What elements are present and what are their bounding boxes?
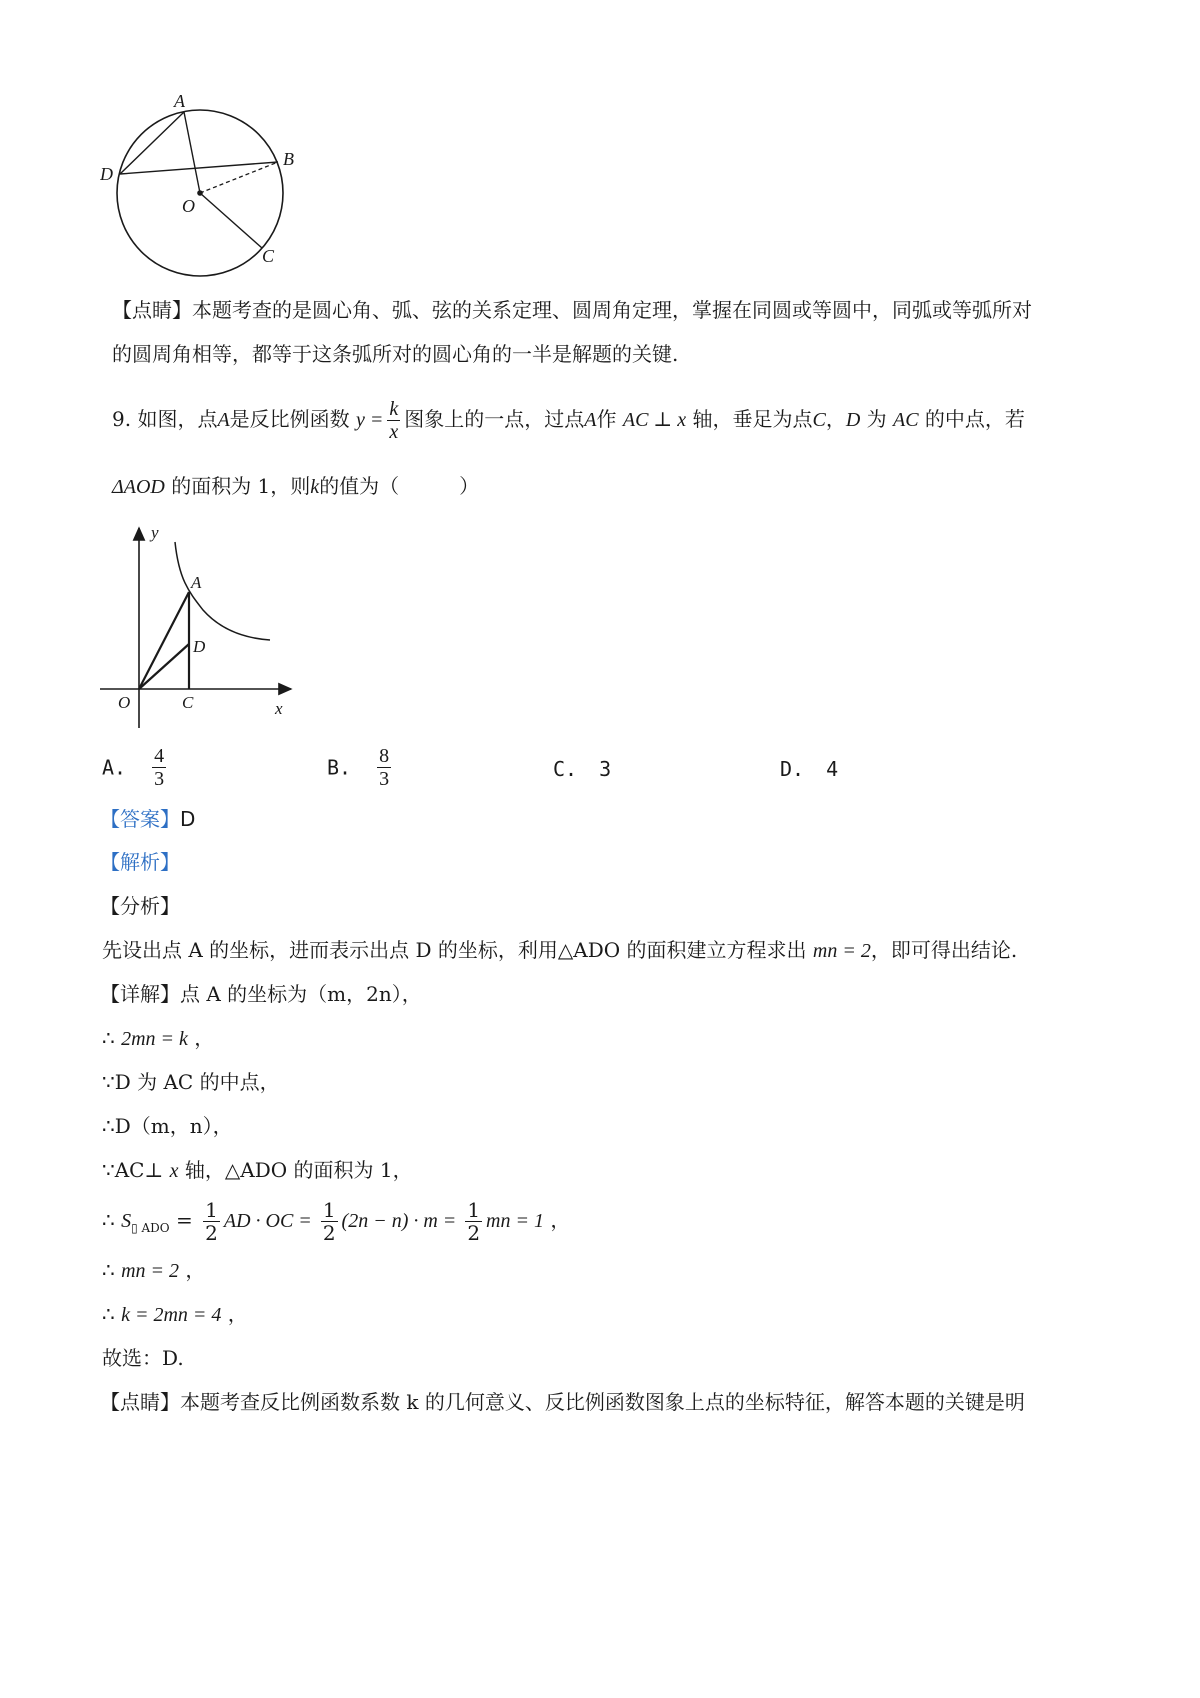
detail-post: ， [179, 1258, 206, 1282]
q9-point-d: D [845, 409, 861, 431]
fenxi-mn: mn = 2 [812, 940, 871, 962]
segment-OD [139, 644, 189, 689]
label-D: D [193, 637, 206, 656]
fenxi-tag-line [100, 893, 180, 919]
label-A: A [174, 91, 185, 111]
detail-l3: ∵D 为 AC 的中点， [102, 1070, 280, 1094]
hyperbola-figure [95, 520, 305, 730]
fenxi-text-line [102, 937, 1017, 964]
center-dot [197, 190, 203, 196]
detail-math: k = 2mn = 4 [121, 1304, 222, 1326]
detail-l5-a: ∵AC⊥ [102, 1158, 170, 1182]
label-C: C [182, 693, 194, 712]
label-O: O [118, 693, 131, 712]
therefore: ∴ [102, 1302, 122, 1326]
circle-figure [100, 90, 320, 290]
q9-triangle: ΔAOD [112, 476, 165, 498]
radius-OA [184, 112, 200, 193]
detail-tag: 【详解】 [100, 982, 180, 1006]
question-9-line-2 [112, 473, 479, 500]
option-c-value: 3 [599, 757, 612, 781]
radius-OC [200, 193, 262, 248]
detail-math: AD · OC = [223, 1210, 317, 1232]
frac-den: 2 [467, 1221, 481, 1245]
q9-frac-num: k [389, 398, 399, 420]
remark-2-tag: 【点睛】 [100, 1390, 180, 1414]
remark-2-text: 本题考查反比例函数系数 k 的几何意义、反比例函数图象上点的坐标特征，解答本题的关键是明 [180, 1390, 1025, 1414]
fenxi-tag: 【分析】 [100, 894, 180, 918]
label-x: x [275, 699, 283, 718]
option-b-den: 3 [379, 768, 390, 790]
label-A: A [191, 573, 202, 592]
answer-value: D [180, 807, 196, 831]
q9-point-c: C [812, 409, 826, 431]
chord-DA [120, 112, 184, 174]
area-symbol: S [121, 1210, 132, 1232]
label-D: D [100, 164, 113, 184]
remark-2-line [100, 1389, 1025, 1415]
detail-l1: 点 A 的坐标为（m，2n）， [180, 982, 422, 1006]
label-O: O [182, 196, 195, 216]
option-d-value: 4 [826, 757, 839, 781]
detail-math: mn = 2 [121, 1260, 180, 1282]
detail-line-9 [102, 1345, 184, 1371]
q9-text: 的面积为 1，则 [171, 474, 311, 498]
q9-text: 作 [596, 407, 617, 431]
detail-math: mn = 1 [486, 1210, 544, 1232]
detail-line-3 [102, 1069, 280, 1095]
remark-1-line-2 [112, 341, 678, 367]
q9-text: 轴，垂足为点 [692, 407, 813, 431]
detail-l5-x: x [169, 1160, 179, 1182]
detail-post: ， [544, 1208, 571, 1232]
eq: = [169, 1208, 200, 1232]
area-subscript: ▯ ADO [131, 1221, 170, 1235]
q9-ac: AC [893, 409, 919, 431]
option-d [780, 757, 838, 781]
frac-den: 2 [205, 1221, 218, 1245]
label-C: C [262, 246, 275, 266]
q9-fraction [387, 398, 400, 443]
remark-1-line-1 [112, 297, 1032, 323]
detail-math: 2mn = k [121, 1028, 188, 1050]
question-9-line-1 [112, 395, 1025, 444]
fenxi-text-1: 先设出点 A 的坐标，进而表示出点 D 的坐标，利用△ADO 的面积建立方程求出 [102, 938, 807, 962]
question-number: 9. [112, 407, 132, 431]
detail-post: ， [187, 1026, 215, 1050]
option-b-fraction [377, 745, 391, 790]
detail-l5-b: 轴，△ADO 的面积为 1， [178, 1158, 413, 1182]
answer-tag: 【答案】 [100, 807, 180, 831]
option-a [102, 745, 170, 790]
detail-math: (2n − n) · m = [341, 1210, 462, 1232]
q9-perp: AC ⊥ x [622, 409, 687, 431]
remark-1-text-2: 的圆周角相等，都等于这条弧所对的圆心角的一半是解题的关键. [112, 342, 679, 366]
fenxi-text-2: ，即可得出结论. [870, 938, 1018, 962]
q9-k: k [310, 476, 320, 498]
option-c [553, 757, 611, 781]
q9-comma: ， [825, 407, 846, 431]
frac-num: 1 [205, 1198, 218, 1222]
q9-point-a: A [584, 409, 597, 431]
q9-text: 图象上的一点，过点 [404, 407, 585, 431]
option-c-label: C. [553, 757, 578, 781]
option-a-den: 3 [154, 768, 165, 790]
half-fraction-2 [321, 1199, 338, 1244]
detail-l9: 故选：D. [102, 1346, 184, 1370]
detail-line-2 [102, 1025, 214, 1052]
segment-OA [139, 592, 189, 689]
frac-num: 1 [322, 1198, 336, 1222]
detail-l4: ∴D（m，n）， [102, 1114, 233, 1138]
option-b [327, 745, 395, 790]
q9-y-eq: y = [356, 409, 384, 431]
chord-DB [120, 162, 278, 174]
analysis-tag: 【解析】 [100, 850, 180, 874]
option-a-label: A. [102, 755, 127, 780]
detail-line-8 [102, 1301, 248, 1328]
frac-den: 2 [322, 1221, 336, 1245]
q9-text: 是反比例函数 [229, 407, 350, 431]
detail-post: ， [221, 1302, 248, 1326]
half-fraction-1 [203, 1199, 220, 1244]
remark-1-text-1: 本题考查的是圆心角、弧、弦的关系定理、圆周角定理，掌握在同圆或等圆中，同弧或等弧所对 [192, 298, 1032, 322]
answer-line [100, 806, 195, 832]
remark-1-tag: 【点睛】 [112, 298, 192, 322]
q9-point-a: A [217, 409, 230, 431]
label-B: B [283, 149, 294, 169]
q9-frac-den: x [389, 421, 399, 443]
frac-num: 1 [467, 1198, 481, 1222]
option-a-num: 4 [154, 745, 165, 767]
detail-line-7 [102, 1257, 205, 1284]
label-y: y [151, 523, 159, 542]
detail-line-5 [102, 1157, 413, 1184]
detail-line-4 [102, 1113, 233, 1139]
detail-line-6 [102, 1195, 570, 1253]
option-a-fraction [152, 745, 166, 790]
analysis-tag-line [100, 849, 180, 875]
therefore: ∴ [102, 1208, 122, 1232]
detail-line-1 [100, 981, 422, 1007]
option-b-num: 8 [379, 745, 390, 767]
q9-text: 如图，点 [137, 407, 218, 431]
option-b-label: B. [327, 755, 352, 780]
q9-text: 为 [866, 407, 887, 431]
therefore: ∴ [102, 1258, 122, 1282]
therefore: ∴ [102, 1026, 122, 1050]
half-fraction-3 [465, 1199, 482, 1244]
q9-text: 的值为（ ） [319, 474, 480, 498]
option-d-label: D. [780, 757, 805, 781]
q9-text: 的中点，若 [924, 407, 1025, 431]
